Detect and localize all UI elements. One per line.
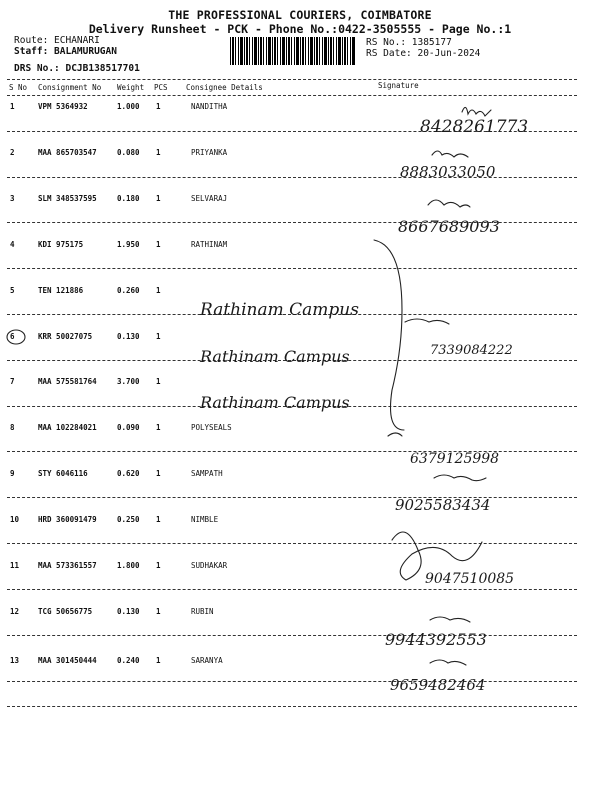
row-sno: 12 [10,607,20,616]
row-consignment-no: KDI 975175 [38,240,84,249]
row-sno: 9 [10,469,15,478]
row-consignment-no: MAA 573361557 [38,561,97,570]
row-consignment-no: HRD 360091479 [38,515,97,524]
handwritten-phone-3: 8667689093 [398,217,500,236]
row-sno: 6 [10,332,15,341]
row-sno: 8 [10,423,15,432]
signature-scribble [434,475,486,481]
handwritten-phone-9: 9025583434 [395,496,491,514]
row-pcs: 1 [156,377,161,386]
col-weight: Weight [117,83,145,92]
col-sno: S No [9,83,28,92]
row-consignment-no: TEN 121886 [38,286,84,295]
row-consignee: RUBIN [191,607,214,616]
col-consignment: Consignment No [38,83,102,92]
col-consignee: Consignee Details [186,83,263,92]
row-weight: 1.950 [117,240,140,249]
signature-scribble [388,433,402,436]
row-sno: 11 [10,561,20,570]
handwritten-campus-1: Rathinam Campus [200,300,359,320]
handwritten-phone-1: 8428261773 [420,117,529,137]
runsheet-subtitle: Delivery Runsheet - PCK - Phone No.:0422-3505555 - Page No.:1 [88,22,512,36]
row-consignment-no: TCG 50656775 [38,607,93,616]
row-pcs: 1 [156,515,161,524]
rs-date: RS Date: 20-Jun-2024 [366,48,481,59]
row-weight: 1.800 [117,561,140,570]
handwritten-phone-2: 8883033050 [400,163,496,181]
row-pcs: 1 [156,469,161,478]
row-weight: 0.250 [117,515,140,524]
row-consignment-no: MAA 865703547 [38,148,97,157]
row-consignee: PRIYANKA [191,148,228,157]
row-sno: 2 [10,148,15,157]
row-consignee: NIMBLE [191,515,219,524]
handwritten-phone-11: 9047510085 [425,571,515,587]
row-consignee: POLYSEALS [191,423,232,432]
signature-scribble [462,107,491,116]
row-sno: 4 [10,240,15,249]
signature-scribble [428,200,470,207]
row-consignment-no: MAA 301450444 [38,656,97,665]
row-consignee: SELVARAJ [191,194,228,203]
handwritten-campus-2: Rathinam Campus [200,347,350,366]
handwritten-campus-3: Rathinam Campus [200,393,350,412]
row-weight: 0.080 [117,148,140,157]
staff-label: Staff: BALAMURUGAN [14,46,117,57]
row-consignee: SAMPATH [191,469,223,478]
row-consignment-no: MAA 575581764 [38,377,97,386]
row-sno: 3 [10,194,15,203]
row-consignment-no: MAA 102284021 [38,423,97,432]
row-weight: 0.620 [117,469,140,478]
handwritten-phone-8: 6379125998 [410,451,500,467]
handwritten-phone-12: 9944392553 [385,630,487,649]
handwritten-phone-13: 9659482464 [390,676,486,694]
row-pcs: 1 [156,656,161,665]
row-pcs: 1 [156,561,161,570]
row-weight: 0.090 [117,423,140,432]
route-label: Route: ECHANARI [14,35,100,46]
row-pcs: 1 [156,423,161,432]
drs-number: DRS No.: DCJB138517701 [14,63,140,74]
row-weight: 0.130 [117,607,140,616]
row-consignment-no: KRR 50027075 [38,332,93,341]
row-pcs: 1 [156,286,161,295]
row-weight: 0.240 [117,656,140,665]
signature-scribble [432,151,468,157]
row-weight: 1.000 [117,102,140,111]
row-consignee: NANDITHA [191,102,228,111]
company-title: THE PROFESSIONAL COURIERS, COIMBATORE [168,8,432,22]
row-sno: 10 [10,515,20,524]
signature-scribble [430,617,470,622]
row-weight: 0.180 [117,194,140,203]
col-signature: Signature [378,81,419,90]
row-sno: 7 [10,377,15,386]
signature-scribble [430,660,466,665]
row-consignee: SUDHAKAR [191,561,228,570]
row-pcs: 1 [156,194,161,203]
bracket-stroke [374,240,404,430]
row-sno: 5 [10,286,15,295]
circle-mark [7,330,25,344]
row-pcs: 1 [156,240,161,249]
row-consignment-no: STY 6046116 [38,469,88,478]
row-pcs: 1 [156,607,161,616]
col-pcs: PCS [154,83,168,92]
row-sno: 13 [10,656,20,665]
handwritten-phone-6: 7339084222 [430,343,513,358]
row-pcs: 1 [156,148,161,157]
row-consignee: RATHINAM [191,240,228,249]
rs-number: RS No.: 1385177 [366,37,452,48]
row-weight: 0.260 [117,286,140,295]
row-sno: 1 [10,102,15,111]
signature-scribble [405,319,449,324]
row-pcs: 1 [156,102,161,111]
row-consignee: SARANYA [191,656,223,665]
row-pcs: 1 [156,332,161,341]
row-weight: 0.130 [117,332,140,341]
row-consignment-no: SLM 348537595 [38,194,97,203]
row-weight: 3.700 [117,377,140,386]
row-consignment-no: VPM 5364932 [38,102,88,111]
